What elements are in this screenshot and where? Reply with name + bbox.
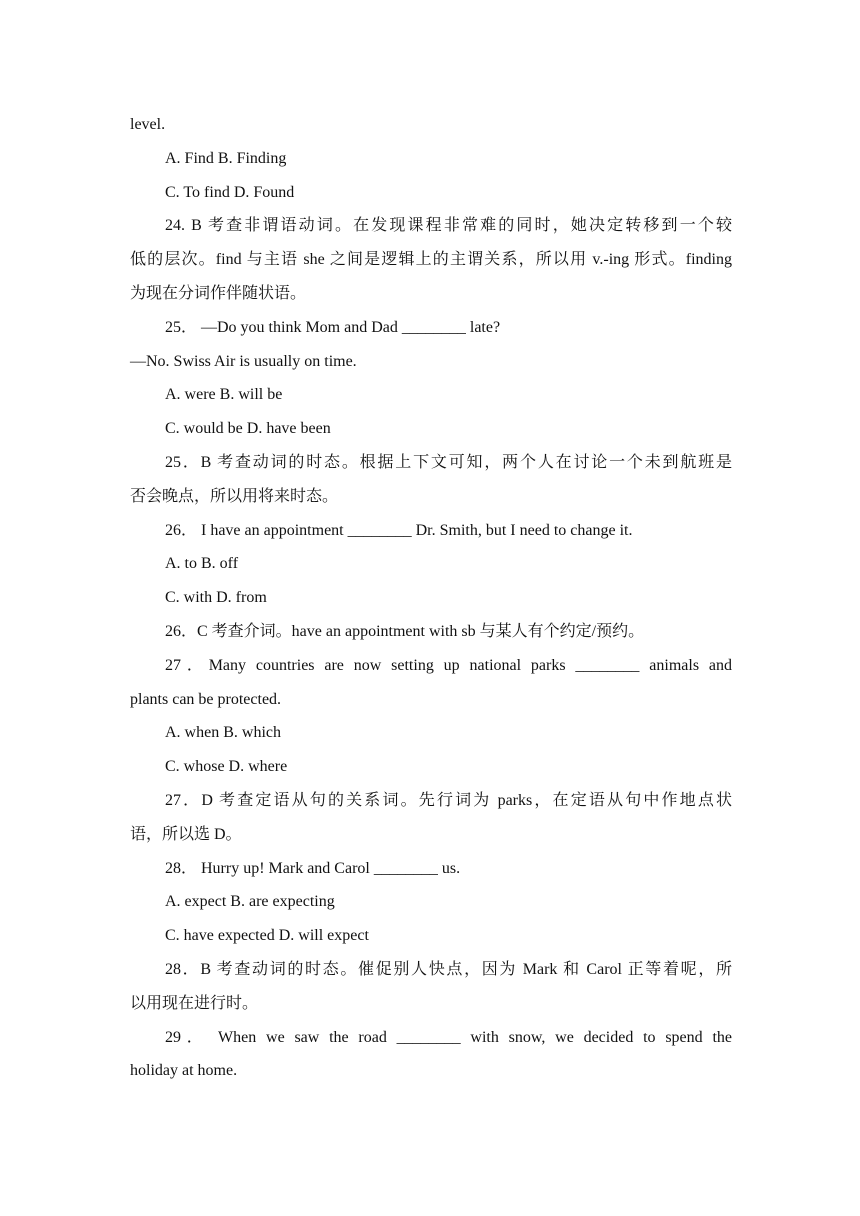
text-line: A. to B. off <box>165 555 239 573</box>
text-line: 24. B 考查非谓语动词。在发现课程非常难的同时，她决定转移到一个较 <box>165 217 732 235</box>
text-line: 27．Many countries are now setting up national parks ________ animals and <box>165 656 732 674</box>
text-line: C. would be D. have been <box>165 420 331 438</box>
text-line: 以用现在进行时。 <box>130 994 259 1012</box>
text-line: C. with D. from <box>165 589 267 607</box>
text-line: 25． —Do you think Mom and Dad ________ late? <box>165 318 501 336</box>
text-line: A. expect B. are expecting <box>165 893 335 911</box>
text-line: 26．C 考查介词。have an appointment with sb 与某人有个约定/预约。 <box>165 622 645 640</box>
text-line: C. To find D. Found <box>165 183 295 201</box>
text-line: 为现在分词作伴随状语。 <box>130 284 307 302</box>
text-line: A. were B. will be <box>165 386 283 404</box>
text-line: 低的层次。find 与主语 she 之间是逻辑上的主谓关系，所以用 v.-ing 形式。finding <box>130 251 732 269</box>
text-line: 27．D 考查定语从句的关系词。先行词为 parks，在定语从句中作地点状 <box>165 791 732 809</box>
text-line: 否会晚点，所以用将来时态。 <box>130 487 339 505</box>
document-body <box>130 108 732 1088</box>
text-line: 26． I have an appointment ________ Dr. Smith, but I need to change it. <box>165 521 633 539</box>
text-line: 29． When we saw the road ________ with snow, we decided to spend the <box>165 1028 732 1046</box>
text-line: 28．B 考查动词的时态。催促别人快点，因为 Mark 和 Carol 正等着呢，所 <box>165 960 732 978</box>
text-line: C. whose D. where <box>165 758 288 776</box>
text-line: 28． Hurry up! Mark and Carol ________ us. <box>165 859 461 877</box>
text-line: holiday at home. <box>130 1062 238 1080</box>
text-line: plants can be protected. <box>130 690 282 708</box>
text-line: A. Find B. Finding <box>165 149 287 167</box>
text-line: 25．B 考查动词的时态。根据上下文可知，两个人在讨论一个未到航班是 <box>165 453 732 471</box>
text-line: A. when B. which <box>165 724 281 742</box>
text-line: —No. Swiss Air is usually on time. <box>130 352 357 370</box>
text-line: C. have expected D. will expect <box>165 927 369 945</box>
text-line: 语，所以选 D。 <box>130 825 242 843</box>
text-line: level. <box>130 116 166 133</box>
